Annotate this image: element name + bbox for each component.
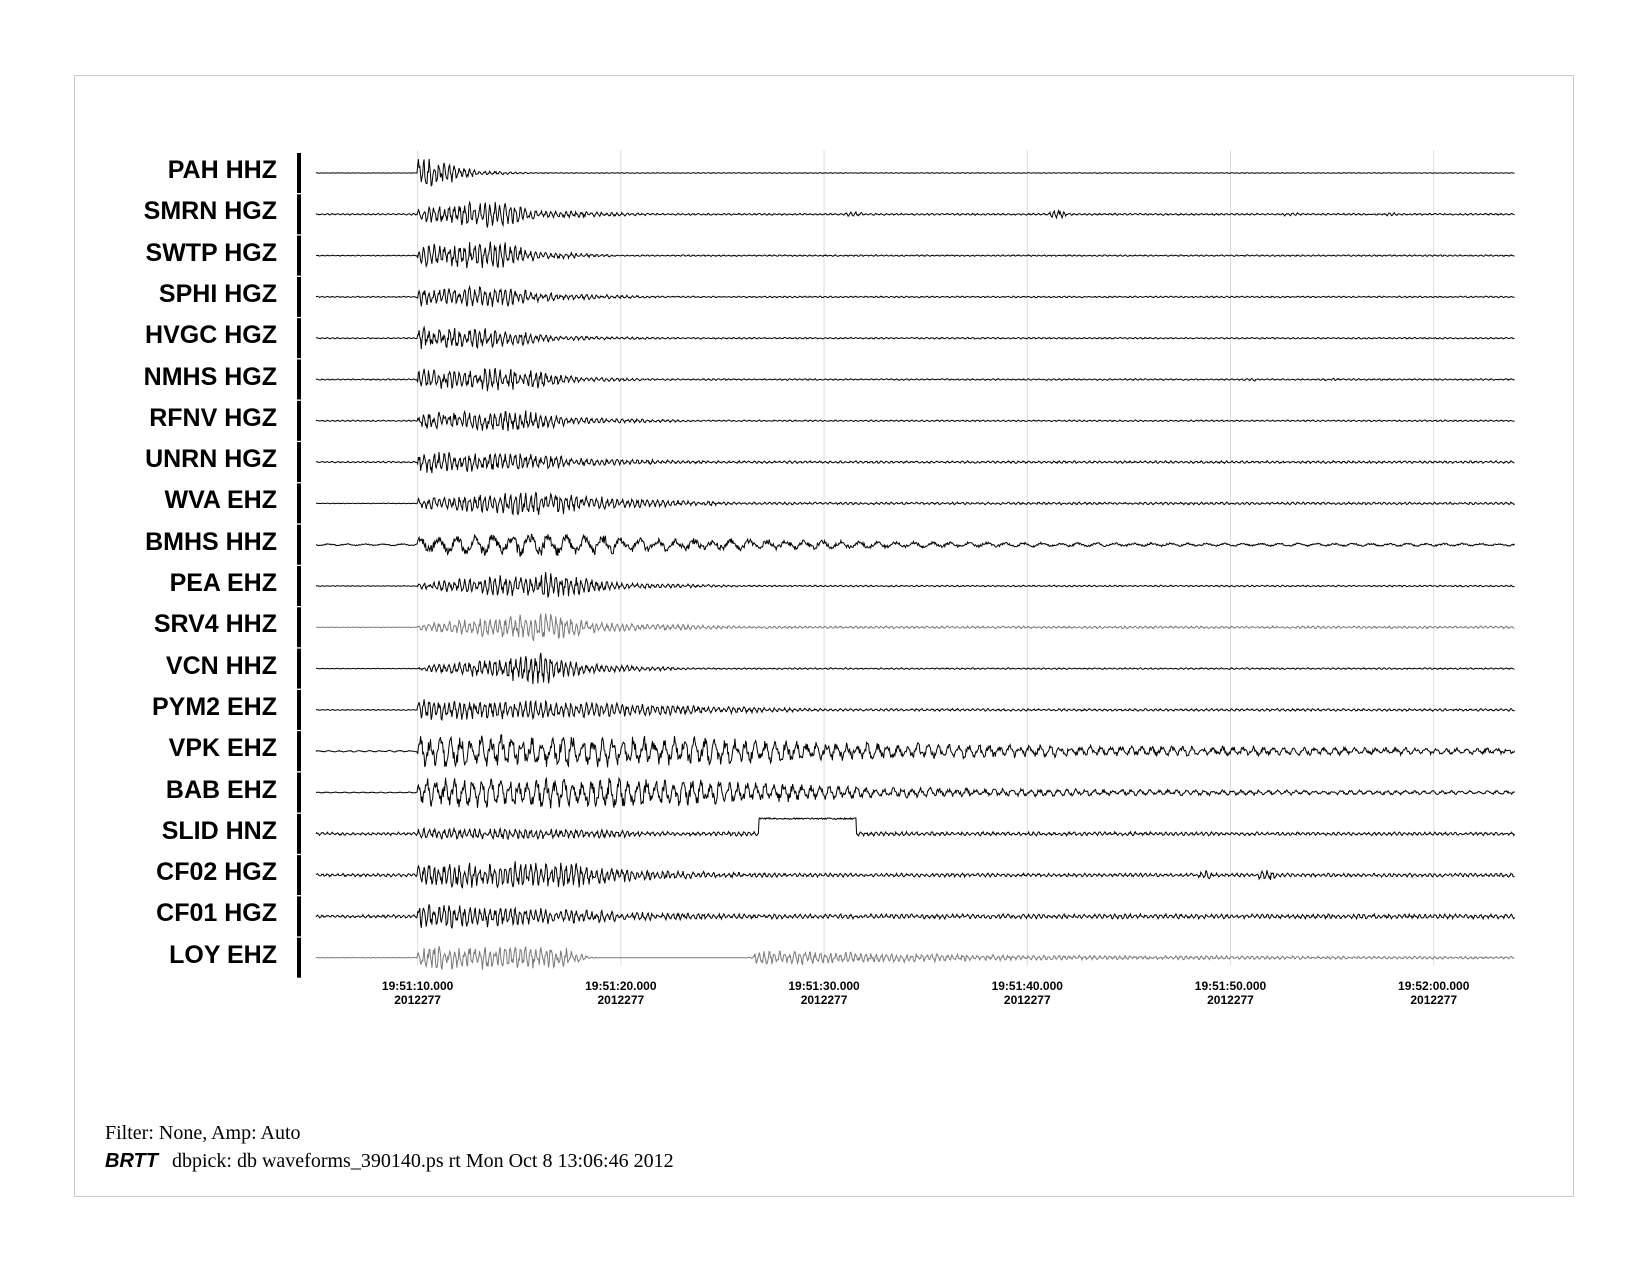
amplitude-scale-bar	[297, 896, 301, 936]
x-tick-date: 2012277	[1003, 993, 1051, 1007]
waveform-trace	[316, 493, 1515, 515]
x-tick-time: 19:51:10.000	[381, 979, 454, 993]
station-label: SWTP HGZ	[145, 238, 277, 267]
program-line: dbpick: db waveforms_390140.ps rt Mon Oct 8 13:06:46 2012	[171, 1150, 674, 1172]
amplitude-scale-bar	[297, 318, 301, 358]
x-tick-time: 19:52:00.000	[1398, 979, 1470, 993]
amplitude-scale-bar	[297, 731, 301, 771]
waveform-trace	[316, 410, 1515, 431]
amplitude-scale-bar	[297, 277, 301, 317]
waveform-trace	[316, 242, 1515, 269]
waveform-trace	[316, 614, 1515, 642]
waveform-trace	[316, 904, 1515, 928]
waveform-trace	[316, 946, 1515, 970]
amplitude-scale-bar	[297, 773, 301, 813]
waveform-trace	[316, 735, 1515, 768]
amplitude-scale-bar	[297, 607, 301, 647]
program-info	[105, 1150, 674, 1173]
amplitude-scale-bar	[297, 938, 301, 978]
waveform-trace	[316, 778, 1515, 809]
amplitude-scale-bar	[297, 525, 301, 565]
filter-info	[105, 1122, 301, 1145]
waveform-trace	[316, 572, 1515, 597]
amplitude-scale-bar	[297, 690, 301, 730]
station-label: CF02 HGZ	[156, 858, 277, 887]
waveform-trace	[316, 452, 1515, 473]
station-label: CF01 HGZ	[156, 899, 277, 928]
x-tick-time: 19:51:20.000	[585, 979, 657, 993]
brand-logo: BRTT	[105, 1150, 158, 1172]
amplitude-scale-bar	[297, 483, 301, 523]
x-tick-time: 19:51:50.000	[1194, 979, 1267, 993]
amplitude-scale-bar	[297, 442, 301, 482]
amplitude-scale-bar	[297, 566, 301, 606]
amplitude-scale-bar	[297, 153, 301, 193]
amplitude-scale-bar	[297, 401, 301, 441]
x-tick-date: 2012277	[1207, 993, 1254, 1007]
x-tick-time: 19:51:40.000	[991, 979, 1063, 993]
waveform-trace	[316, 327, 1515, 349]
waveform-trace	[316, 287, 1515, 307]
station-label: BAB EHZ	[165, 775, 277, 804]
waveform-trace	[316, 699, 1515, 720]
station-label: LOY EHZ	[169, 940, 277, 969]
waveform-trace	[316, 653, 1515, 684]
filter-line: Filter: None, Amp: Auto	[105, 1122, 301, 1144]
station-label: SMRN HGZ	[143, 197, 277, 226]
x-tick-time: 19:51:30.000	[788, 979, 860, 993]
x-tick-date: 2012277	[597, 993, 645, 1007]
amplitude-scale-bar	[297, 194, 301, 234]
x-tick-date: 2012277	[1410, 993, 1458, 1007]
waveform-trace	[316, 818, 1515, 839]
waveform-trace	[316, 202, 1515, 227]
station-label: SLID HNZ	[161, 816, 277, 845]
station-label: NMHS HGZ	[143, 362, 277, 391]
x-tick-date: 2012277	[800, 993, 848, 1007]
station-label: PEA EHZ	[169, 569, 277, 597]
station-label: VCN HHZ	[165, 651, 277, 680]
amplitude-scale-bar	[297, 814, 301, 854]
station-label: PAH HHZ	[167, 156, 277, 184]
waveform-trace	[316, 861, 1515, 887]
station-label: PYM2 EHZ	[151, 692, 277, 721]
waveform-trace	[316, 159, 1515, 186]
station-label: BMHS HHZ	[145, 527, 277, 556]
station-label: HVGC HGZ	[145, 321, 277, 350]
amplitude-scale-bar	[297, 649, 301, 689]
station-label: VPK EHZ	[168, 734, 277, 763]
station-label: UNRN HGZ	[145, 445, 277, 474]
x-tick-date: 2012277	[394, 993, 441, 1007]
station-label: WVA EHZ	[164, 486, 277, 515]
amplitude-scale-bar	[297, 236, 301, 276]
station-label: RFNV HGZ	[149, 403, 277, 432]
waveform-trace	[316, 534, 1515, 557]
amplitude-scale-bar	[297, 855, 301, 895]
waveform-trace	[316, 368, 1515, 391]
station-label: SRV4 HHZ	[153, 610, 277, 639]
station-label: SPHI HGZ	[158, 279, 277, 308]
amplitude-scale-bar	[297, 360, 301, 400]
